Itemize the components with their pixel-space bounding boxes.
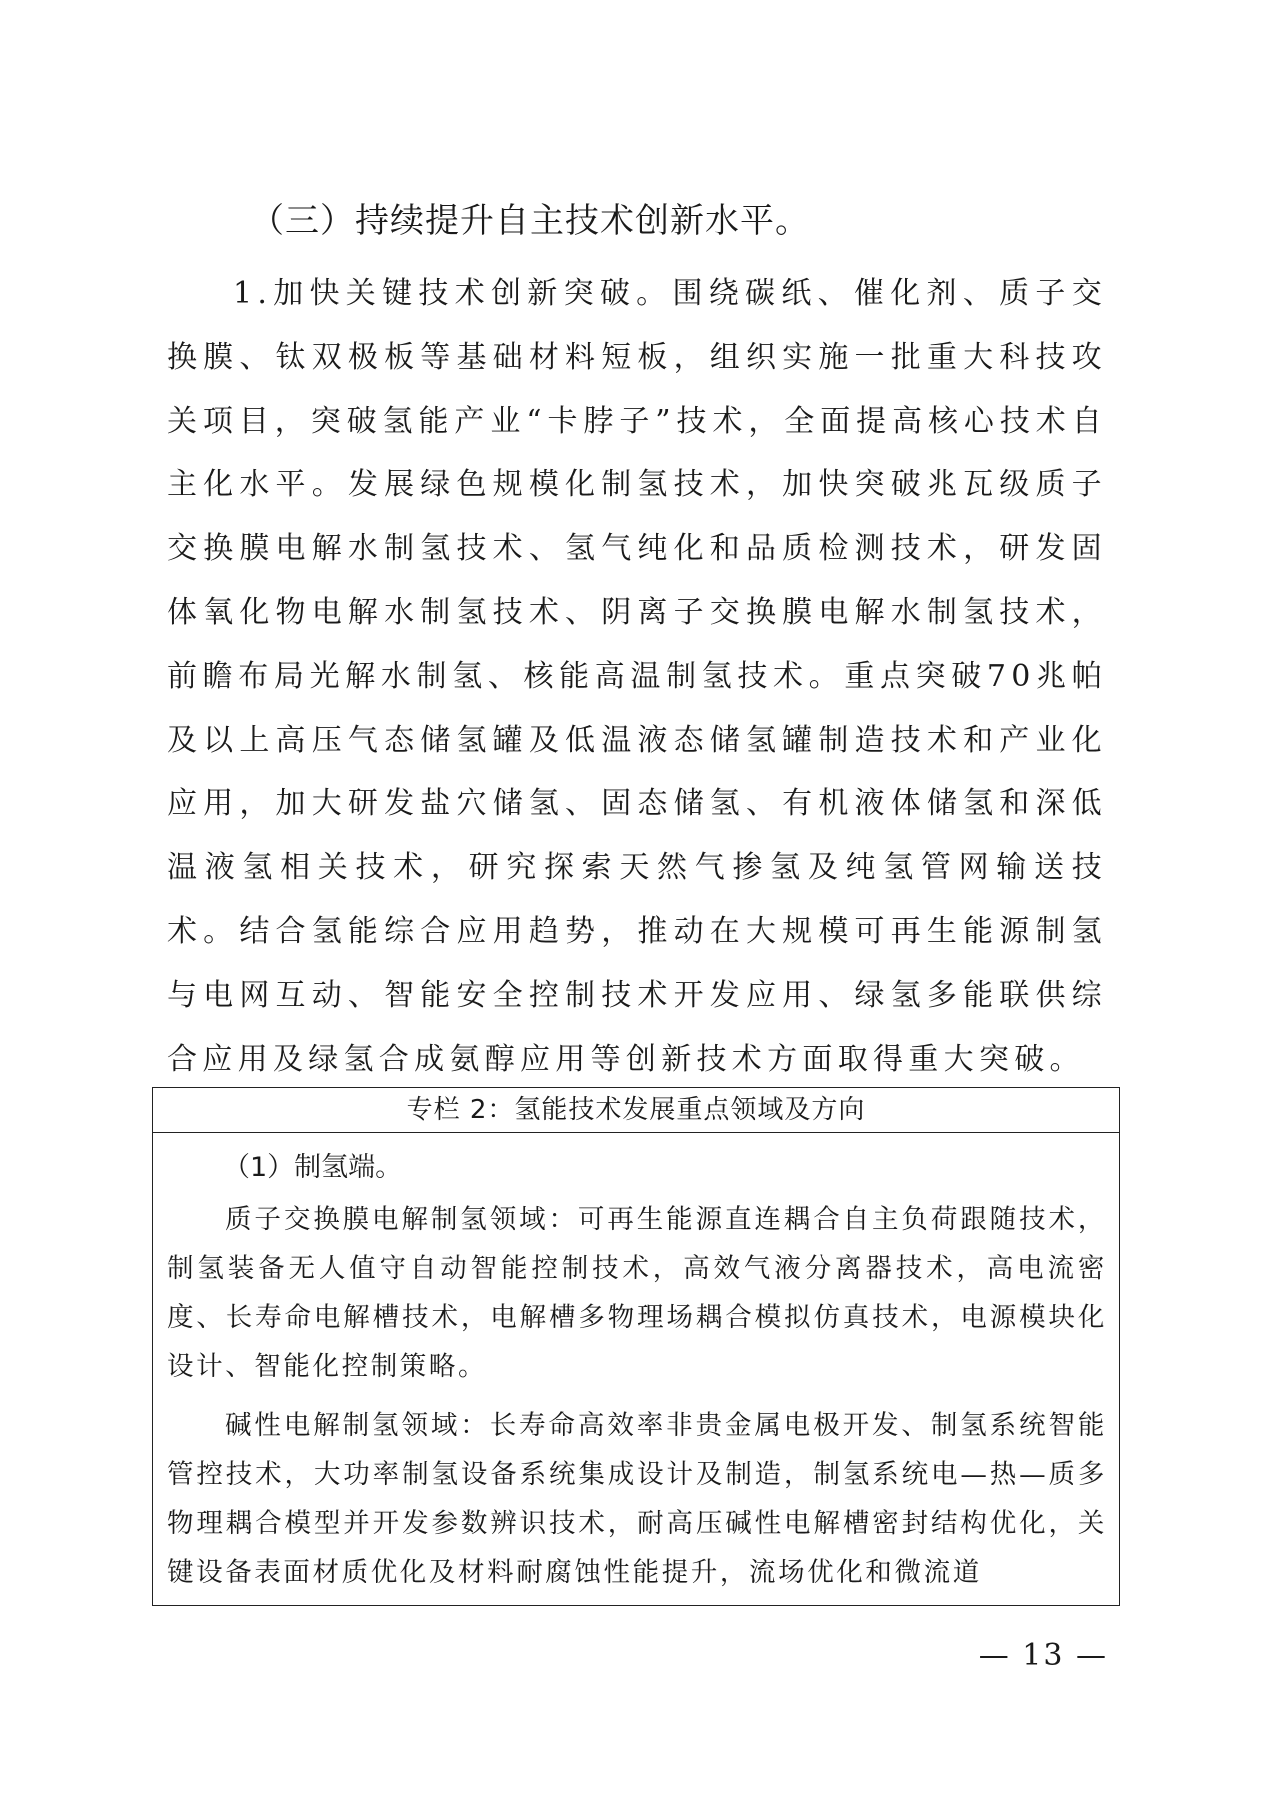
section-heading: （三）持续提升自主技术创新水平。 — [250, 201, 810, 241]
column-box-subheading: （1）制氢端。 — [223, 1152, 403, 1183]
column-box-paragraph-alkaline: 碱性电解制氢领域：长寿命高效率非贵金属电极开发、制氢系统智能管控技术，大功率制氢设备系统集成设计及制造，制氢系统电—热—质多物理耦合模型并开发参数辨识技术，耐高压碱性电解槽密封结构优化，关键设备表面材质优化及材料耐腐蚀性能提升，流场优化和微流道 — [167, 1410, 1107, 1588]
column-box-paragraph-pem: 质子交换膜电解制氢领域：可再生能源直连耦合自主负荷跟随技术，制氢装备无人值守自动智能控制技术，高效气液分离器技术，高电流密度、长寿命电解槽技术，电解槽多物理场耦合模拟仿真技术，电源模块化设计、智能化控制策略。 — [167, 1204, 1107, 1382]
body-paragraph: 1.加快关键技术创新突破。围绕碳纸、催化剂、质子交换膜、钛双极板等基础材料短板，组织实施一批重大科技攻关项目，突破氢能产业“卡脖子”技术，全面提高核心技术自主化水平。发展绿色规模化制氢技术，加快突破兆瓦级质子交换膜电解水制氢技术、氢气纯化和品质检测技术，研发固体氧化物电解水制氢技术、阴离子交换膜电解水制氢技术，前瞻布局光解水制氢、核能高温制氢技术。重点突破70兆帕及以上高压气态储氢罐及低温液态储氢罐制造技术和产业化应用，加大研发盐穴储氢、固态储氢、有机液体储氢和深低温液氢相关技术，研究探索天然气掺氢及纯氢管网输送技术。结合氢能综合应用趋势，推动在大规模可再生能源制氢与电网互动、智能安全控制技术开发应用、绿氢多能联供综合应用及绿氢合成氨醇应用等创新技术方面取得重大突破。 — [167, 276, 1107, 1077]
column-box-title: 专栏 2：氢能技术发展重点领域及方向 — [153, 1088, 1119, 1133]
column-box — [152, 1087, 1120, 1606]
page-number: — 13 — — [978, 1638, 1108, 1673]
